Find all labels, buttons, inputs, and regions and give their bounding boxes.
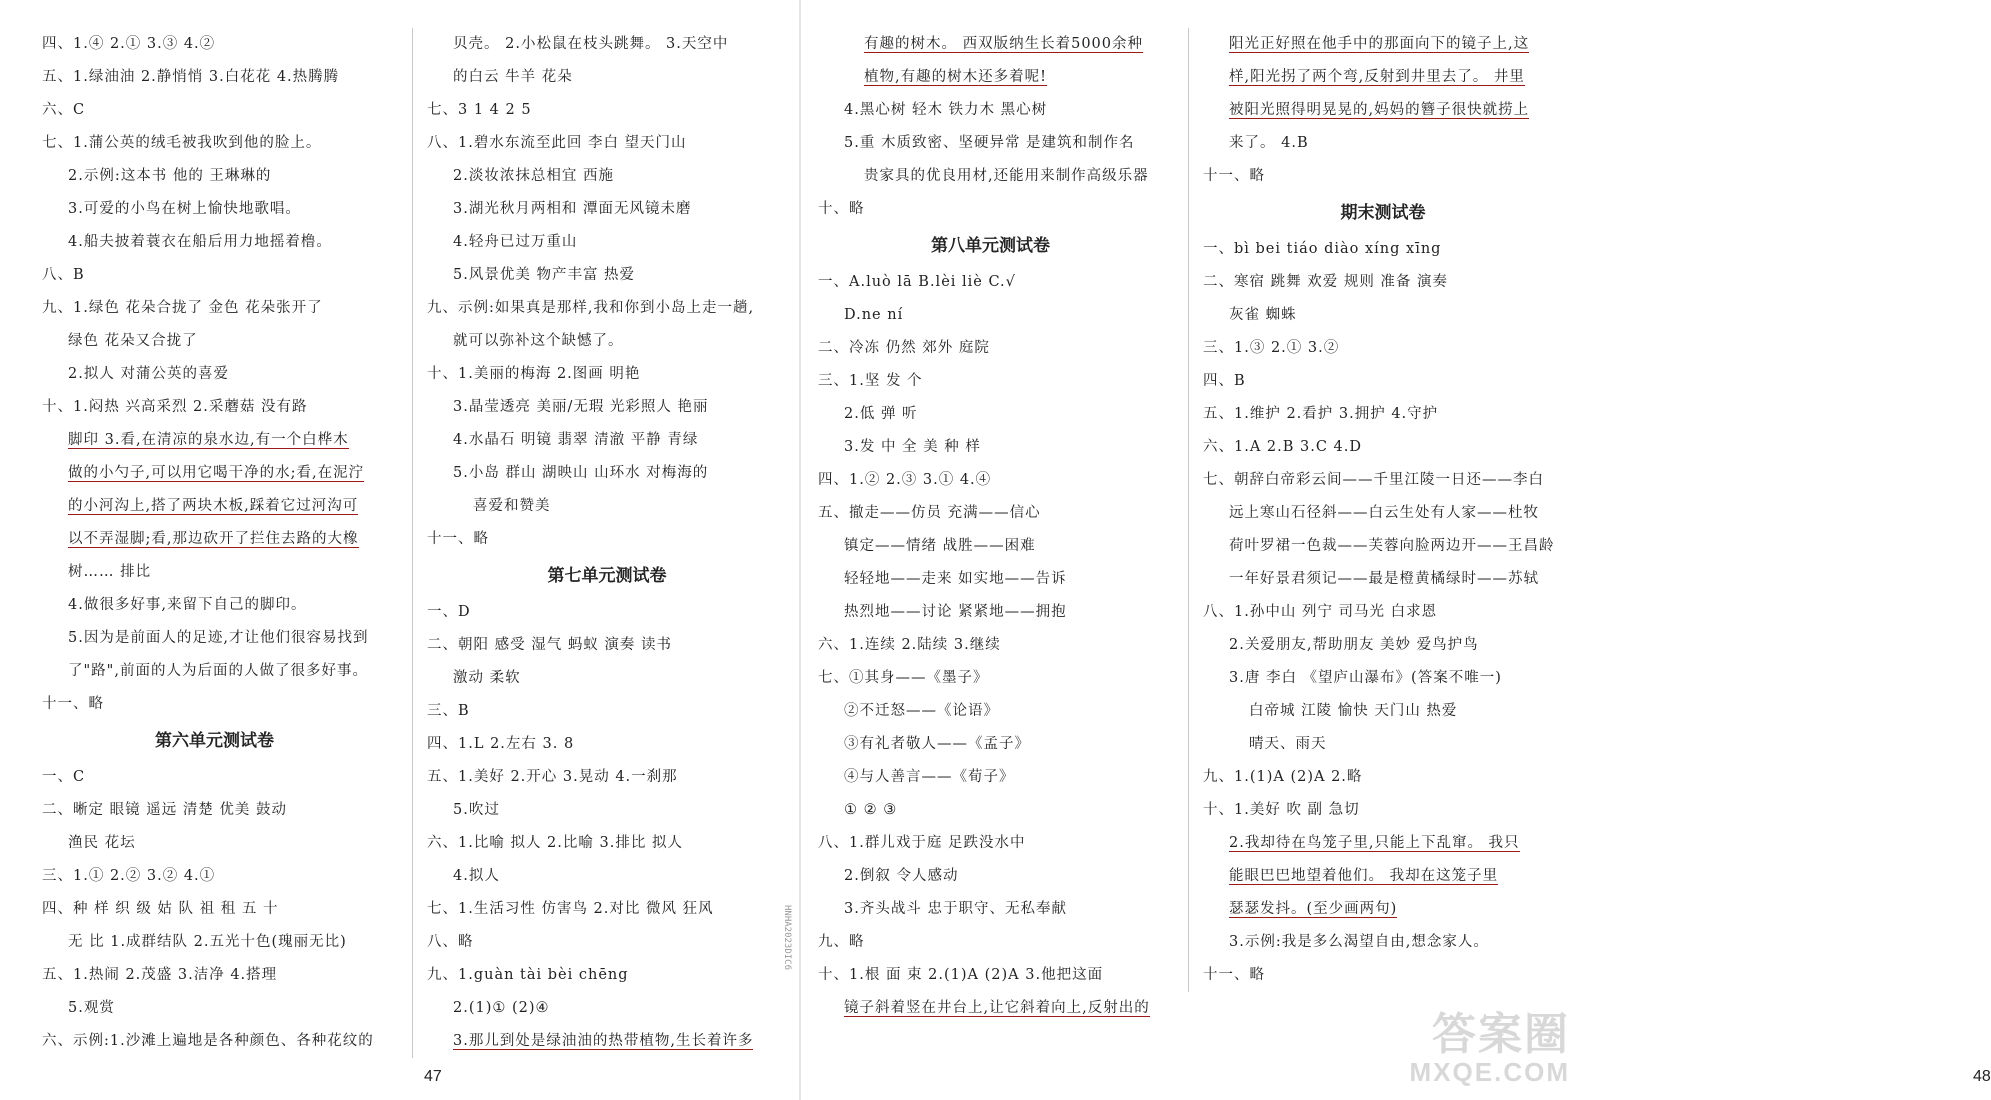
answer-text: 2.关爱朋友,帮助朋友 美妙 爱鸟护鸟: [1229, 637, 1479, 653]
answer-text: 5.观赏: [68, 1000, 115, 1016]
answer-text: 晴天、雨天: [1249, 736, 1327, 752]
answer-text: 二、寒宿 跳舞 欢爱 规则 准备 演奏: [1203, 274, 1449, 290]
answer-text: 3.示例:我是多么渴望自由,想念家人。: [1229, 934, 1489, 950]
answer-text: 四、1.② 2.③ 3.① 4.④: [818, 472, 992, 488]
answer-line: [1203, 695, 1563, 728]
answer-text: 七、3 1 4 2 5: [427, 102, 532, 118]
answer-text: 灰雀 蜘蛛: [1229, 307, 1297, 323]
answer-line: [818, 497, 1163, 530]
answer-line: [1203, 365, 1563, 398]
answer-text: 十、1.闷热 兴高采烈 2.采蘑菇 没有路: [42, 399, 308, 415]
answer-line: [1203, 926, 1563, 959]
answer-line: [818, 431, 1163, 464]
answer-line: [818, 127, 1163, 160]
answer-line: [1203, 596, 1563, 629]
answer-line: [427, 160, 787, 193]
answer-text: 九、略: [818, 934, 865, 950]
answer-text: 一、C: [42, 769, 86, 785]
answer-text: 十一、略: [1203, 967, 1265, 983]
answer-text: 八、1.孙中山 列宁 司马光 白求恩: [1203, 604, 1438, 620]
answer-line: [818, 299, 1163, 332]
section-heading: 期末测试卷: [1340, 203, 1426, 223]
watermark-logo-text: 答案圈: [1432, 1010, 1570, 1059]
answer-text: 了"路",前面的人为后面的人做了很多好事。: [68, 663, 368, 679]
underlined-answer-text: 样,阳光拐了两个弯,反射到井里去了。 井里: [1229, 69, 1525, 85]
answer-text: 六、1.A 2.B 3.C 4.D: [1203, 439, 1363, 455]
answer-line: [42, 688, 387, 721]
answer-line: [42, 94, 387, 127]
answer-line: [1203, 563, 1563, 596]
underlined-answer-text: 的小河沟上,搭了两块木板,踩着它过河沟可: [68, 498, 359, 514]
answer-text: 无 比 1.成群结队 2.五光十色(瑰丽无比): [68, 934, 347, 950]
answer-text: 2.示例:这本书 他的 王琳琳的: [68, 168, 272, 184]
answer-line: [427, 827, 787, 860]
answer-text: 十一、略: [42, 696, 104, 712]
underlined-answer-text: 镜子斜着竖在井台上,让它斜着向上,反射出的: [844, 1000, 1150, 1016]
answer-line: [818, 695, 1163, 728]
answer-line: [818, 959, 1163, 992]
answer-line: [818, 332, 1163, 365]
answer-text: 一、D: [427, 604, 471, 620]
answer-line: [1203, 332, 1563, 365]
answer-text: 七、朝辞白帝彩云间——千里江陵一日还——李白: [1203, 472, 1544, 488]
answer-text: 2.淡妆浓抹总相宜 西施: [453, 168, 614, 184]
answer-text: 十、略: [818, 201, 865, 217]
answer-text: ②不迁怒——《论语》: [844, 703, 999, 719]
answer-line: [42, 926, 387, 959]
answer-text: 4.黑心树 轻木 铁力木 黑心树: [844, 102, 1048, 118]
answer-line: [427, 596, 787, 629]
underlined-answer-text: 做的小勺子,可以用它喝干净的水;看,在泥泞: [68, 465, 365, 481]
answer-text: 的白云 牛羊 花朵: [453, 69, 573, 85]
answer-line: [818, 193, 1163, 226]
answer-text: 5.因为是前面人的足迹,才让他们很容易找到: [68, 630, 369, 646]
answer-line: [427, 959, 787, 992]
answer-line: [42, 226, 387, 259]
answer-line: [42, 992, 387, 1025]
underlined-answer-text: 能眼巴巴地望着他们。 我却在这笼子里: [1229, 868, 1499, 884]
answer-line: [427, 1025, 787, 1058]
underlined-answer-text: 脚印 3.看,在清凉的泉水边,有一个白桦木: [68, 432, 349, 448]
answer-line: [1203, 127, 1563, 160]
answer-text: 远上寒山石径斜——白云生处有人家——杜牧: [1229, 505, 1539, 521]
answer-text: 5.吹过: [453, 802, 500, 818]
answer-line: [42, 391, 387, 424]
answer-text: 三、1.坚 发 个: [818, 373, 923, 389]
answer-text: 白帝城 江陵 愉快 天门山 热爱: [1249, 703, 1458, 719]
answer-text: 四、B: [1203, 373, 1246, 389]
answer-line: [1203, 530, 1563, 563]
answer-line: [427, 292, 787, 325]
underlined-answer-text: 阳光正好照在他手中的那面向下的镜子上,这: [1229, 36, 1530, 52]
answer-line: [42, 556, 387, 589]
answer-line: [818, 728, 1163, 761]
answer-line: [818, 629, 1163, 662]
answer-line: [1203, 827, 1563, 860]
answer-line: [427, 424, 787, 457]
underlined-answer-text: 2.我却待在鸟笼子里,只能上下乱窜。 我只: [1229, 835, 1520, 851]
answer-line: [1203, 160, 1563, 193]
answer-text: 八、1.群儿戏于庭 足跌没水中: [818, 835, 1026, 851]
answer-line: [427, 325, 787, 358]
answer-line: [427, 127, 787, 160]
answer-text: 七、1.生活习性 仿害鸟 2.对比 微风 狂风: [427, 901, 714, 917]
answer-line: [427, 358, 787, 391]
answer-text: 十、1.美好 吹 副 急切: [1203, 802, 1360, 818]
answer-line: [42, 622, 387, 655]
answer-line: [42, 457, 387, 490]
answer-text: 二、朝阳 感受 湿气 蚂蚁 演奏 读书: [427, 637, 673, 653]
answer-line: [427, 662, 787, 695]
answer-text: 五、1.维护 2.看护 3.拥护 4.守护: [1203, 406, 1439, 422]
answer-line: [427, 629, 787, 662]
answer-text: 喜爱和赞美: [473, 498, 551, 514]
answer-text: 荷叶罗裙一色裁——芙蓉向脸两边开——王昌龄: [1229, 538, 1555, 554]
page-left: [42, 28, 824, 1085]
answer-line: [42, 1025, 387, 1058]
answer-line: [818, 992, 1163, 1025]
answer-line: [1203, 61, 1563, 94]
answer-text: 九、示例:如果真是那样,我和你到小岛上走一趟,: [427, 300, 755, 316]
answer-text: 3.齐头战斗 忠于职守、无私奉献: [844, 901, 1067, 917]
answer-line: [818, 464, 1163, 497]
answer-text: 就可以弥补这个缺憾了。: [453, 333, 624, 349]
answer-line: [427, 391, 787, 424]
answer-text: 3.晶莹透亮 美丽/无瑕 光彩照人 艳丽: [453, 399, 709, 415]
answer-text: 贝壳。 2.小松鼠在枝头跳舞。 3.天空中: [453, 36, 729, 52]
column-4: [1188, 28, 1563, 992]
answer-line: [427, 860, 787, 893]
answer-line: [1203, 794, 1563, 827]
answer-line: [42, 523, 387, 556]
answer-line: [42, 127, 387, 160]
answer-text: 2.(1)① (2)④: [453, 1000, 550, 1016]
answer-line: [818, 761, 1163, 794]
answer-line: [818, 563, 1163, 596]
answer-line: [427, 761, 787, 794]
answer-line: [42, 193, 387, 226]
answer-line: [42, 259, 387, 292]
answer-text: ① ② ③: [844, 802, 898, 818]
answer-text: 5.小岛 群山 湖映山 山环水 对梅海的: [453, 465, 709, 481]
answer-text: 一、A.luò lā B.lèi liè C.√: [818, 274, 1016, 290]
answer-line: [42, 827, 387, 860]
answer-text: ③有礼者敬人——《孟子》: [844, 736, 1030, 752]
answer-text: 三、1.③ 2.① 3.②: [1203, 340, 1340, 356]
answer-line: [42, 860, 387, 893]
answer-text: 九、1.绿色 花朵合拢了 金色 花朵张开了: [42, 300, 323, 316]
answer-line: [818, 365, 1163, 398]
answer-text: 热烈地——讨论 紧紧地——拥抱: [844, 604, 1067, 620]
answer-text: 六、示例:1.沙滩上遍地是各种颜色、各种花纹的: [42, 1033, 374, 1049]
answer-line: [42, 160, 387, 193]
column-3: [818, 28, 1163, 1025]
answer-text: 六、1.比喻 拟人 2.比喻 3.排比 拟人: [427, 835, 683, 851]
side-print-code: HNHA2023DIC6: [782, 905, 792, 971]
answer-text: 十一、略: [427, 531, 489, 547]
answer-text: 八、略: [427, 934, 474, 950]
answer-text: 来了。 4.B: [1229, 135, 1309, 151]
answer-line: [818, 860, 1163, 893]
answer-line: [1203, 893, 1563, 926]
answer-line: [427, 28, 787, 61]
answer-text: 渔民 花坛: [68, 835, 136, 851]
answer-line: [818, 61, 1163, 94]
column-1: [42, 28, 387, 1058]
answer-line: [42, 325, 387, 358]
answer-line: [42, 358, 387, 391]
answer-text: 十、1.根 面 束 2.(1)A (2)A 3.他把这面: [818, 967, 1104, 983]
answer-text: 激动 柔软: [453, 670, 521, 686]
answer-line: [427, 259, 787, 292]
answer-text: 七、①其身——《墨子》: [818, 670, 989, 686]
answer-line: [1203, 398, 1563, 431]
answer-text: 五、1.绿油油 2.静悄悄 3.白花花 4.热腾腾: [42, 69, 340, 85]
answer-line: [427, 926, 787, 959]
answer-line: [427, 728, 787, 761]
answer-line: [42, 292, 387, 325]
answer-text: 树…… 排比: [68, 564, 152, 580]
answer-text: 六、C: [42, 102, 86, 118]
answer-line: [1203, 94, 1563, 127]
answer-text: 2.倒叙 令人感动: [844, 868, 959, 884]
underlined-answer-text: 3.那儿到处是绿油油的热带植物,生长着许多: [453, 1033, 754, 1049]
answer-line: [1203, 662, 1563, 695]
answer-text: 5.重 木质致密、坚硬异常 是建筑和制作名: [844, 135, 1135, 151]
answer-text: 四、1.L 2.左右 3. 8: [427, 736, 575, 752]
answer-text: 五、1.美好 2.开心 3.晃动 4.一刹那: [427, 769, 678, 785]
answer-line: [1203, 299, 1563, 332]
answer-line: [427, 992, 787, 1025]
section-heading: 第七单元测试卷: [547, 566, 667, 586]
answer-line: [1203, 233, 1563, 266]
answer-line: [1203, 629, 1563, 662]
answer-line: [42, 794, 387, 827]
answer-text: 2.拟人 对蒲公英的喜爱: [68, 366, 229, 382]
answer-text: 十、1.美丽的梅海 2.图画 明艳: [427, 366, 641, 382]
answer-text: 十一、略: [1203, 168, 1265, 184]
answer-text: 一、bì bei tiáo diào xíng xīng: [1203, 241, 1442, 257]
answer-text: 四、种 样 织 级 姑 队 祖 租 五 十: [42, 901, 279, 917]
page-number-right: 48: [1973, 1068, 1991, 1085]
answer-text: 贵家具的优良用材,还能用来制作高级乐器: [864, 168, 1149, 184]
answer-text: 九、1.guàn tài bèi chēng: [427, 967, 629, 983]
answer-text: 六、1.连续 2.陆续 3.继续: [818, 637, 1001, 653]
answer-text: 2.低 弹 听: [844, 406, 918, 422]
answer-line: [1203, 959, 1563, 992]
answer-line: [1203, 266, 1563, 299]
answer-line: [818, 160, 1163, 193]
answer-text: 4.拟人: [453, 868, 500, 884]
answer-line: [818, 893, 1163, 926]
answer-line: [427, 61, 787, 94]
answer-line: [818, 794, 1163, 827]
answer-text: 二、晰定 眼镜 遥远 清楚 优美 鼓动: [42, 802, 288, 818]
answer-text: D.ne ní: [844, 307, 904, 323]
answer-text: 5.风景优美 物产丰富 热爱: [453, 267, 636, 283]
answer-text: 七、1.蒲公英的绒毛被我吹到他的脸上。: [42, 135, 322, 151]
answer-text: ④与人善言——《荀子》: [844, 769, 1015, 785]
answer-line: [42, 424, 387, 457]
answer-line: [427, 226, 787, 259]
answer-text: 3.唐 李白 《望庐山瀑布》(答案不唯一): [1229, 670, 1502, 686]
answer-text: 八、1.碧水东流至此回 李白 望天门山: [427, 135, 687, 151]
answer-line: [818, 266, 1163, 299]
answer-text: 3.发 中 全 美 种 样: [844, 439, 981, 455]
column-2: [412, 28, 787, 1058]
answer-line: [42, 28, 387, 61]
answer-line: [1203, 431, 1563, 464]
answer-line: [427, 193, 787, 226]
answer-line: [1203, 497, 1563, 530]
answer-line: [427, 457, 787, 490]
answer-text: 五、撤走——仿员 充满——信心: [818, 505, 1041, 521]
answer-line: [818, 398, 1163, 431]
answer-line: [427, 893, 787, 926]
answer-text: 九、1.(1)A (2)A 2.略: [1203, 769, 1363, 785]
answer-line: [818, 530, 1163, 563]
answer-text: 镇定——情绪 战胜——困难: [844, 538, 1036, 554]
answer-line: [818, 926, 1163, 959]
answer-text: 4.船夫披着蓑衣在船后用力地摇着橹。: [68, 234, 332, 250]
page-number-left: 47: [424, 1068, 442, 1085]
underlined-answer-text: 植物,有趣的树木还多着呢!: [864, 69, 1047, 85]
answer-line: [818, 596, 1163, 629]
answer-text: 4.轻舟已过万重山: [453, 234, 578, 250]
answer-line: [427, 490, 787, 523]
answer-line: [427, 94, 787, 127]
watermark-url: MXQE.COM: [1409, 1057, 1570, 1087]
underlined-answer-text: 有趣的树木。 西双版纳生长着5000余种: [864, 36, 1144, 52]
answer-text: 绿色 花朵又合拢了: [68, 333, 198, 349]
answer-line: [1203, 728, 1563, 761]
section-heading: 第六单元测试卷: [155, 731, 274, 751]
answer-line: [427, 523, 787, 556]
answer-line: [42, 589, 387, 622]
answer-text: 四、1.④ 2.① 3.③ 4.②: [42, 36, 216, 52]
answer-text: 三、B: [427, 703, 470, 719]
answer-text: 4.水晶石 明镜 翡翠 清澈 平静 青绿: [453, 432, 699, 448]
answer-line: [818, 94, 1163, 127]
answer-text: 4.做很多好事,来留下自己的脚印。: [68, 597, 307, 613]
answer-line: [42, 490, 387, 523]
answer-line: [1203, 28, 1563, 61]
answer-line: [1203, 761, 1563, 794]
answer-line: [818, 662, 1163, 695]
answer-line: [427, 695, 787, 728]
answer-line: [818, 28, 1163, 61]
answer-line: [1203, 860, 1563, 893]
answer-line: [42, 959, 387, 992]
answer-text: 轻轻地——走来 如实地——告诉: [844, 571, 1067, 587]
answer-line: [42, 893, 387, 926]
answer-text: 二、冷冻 仍然 郊外 庭院: [818, 340, 990, 356]
answer-text: 八、B: [42, 267, 85, 283]
answer-text: 3.可爱的小鸟在树上愉快地歌唱。: [68, 201, 301, 217]
answer-line: [427, 794, 787, 827]
answer-line: [1203, 464, 1563, 497]
watermark: [1410, 1012, 1570, 1086]
answer-line: [42, 655, 387, 688]
answer-text: 五、1.热闹 2.茂盛 3.洁净 4.搭理: [42, 967, 278, 983]
section-heading: 第八单元测试卷: [931, 236, 1050, 256]
answer-text: 一年好景君须记——最是橙黄橘绿时——苏轼: [1229, 571, 1539, 587]
answer-line: [42, 61, 387, 94]
underlined-answer-text: 瑟瑟发抖。(至少画两句): [1229, 901, 1398, 917]
answer-line: [42, 761, 387, 794]
answer-text: 3.湖光秋月两相和 潭面无风镜未磨: [453, 201, 692, 217]
underlined-answer-text: 以不弄湿脚;看,那边砍开了拦住去路的大橡: [68, 531, 359, 547]
answer-text: 三、1.① 2.② 3.② 4.①: [42, 868, 216, 884]
underlined-answer-text: 被阳光照得明晃晃的,妈妈的簪子很快就捞上: [1229, 102, 1530, 118]
answer-line: [818, 827, 1163, 860]
